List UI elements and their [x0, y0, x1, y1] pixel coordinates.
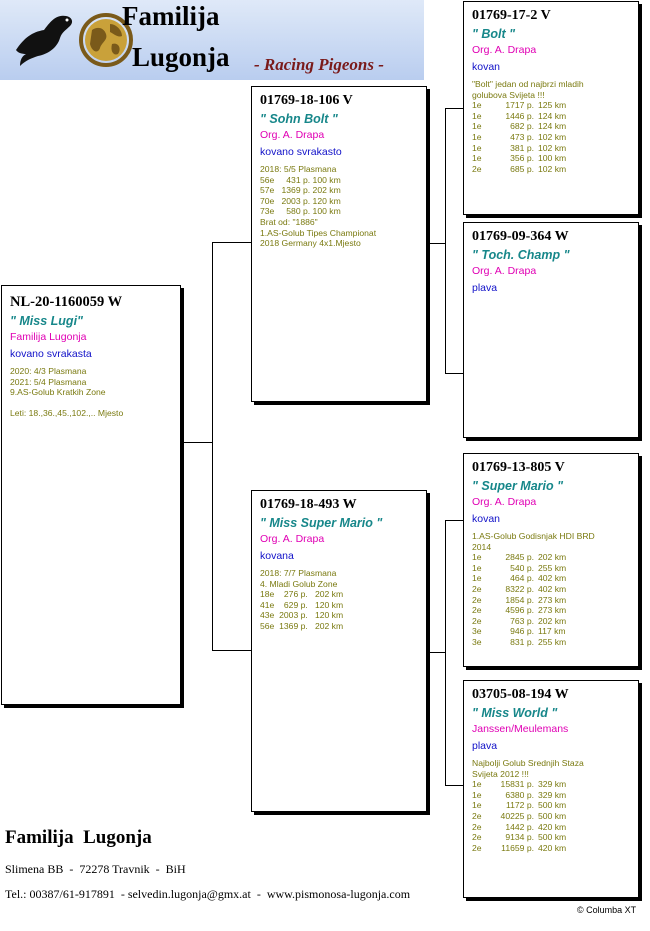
- note-line: 2018 Germany 4x1.Mjesto: [260, 238, 361, 249]
- connector: [445, 108, 463, 109]
- result-place: 1e: [472, 142, 482, 153]
- note-line: 18e 276 p. 202 km: [260, 589, 344, 600]
- result-birds: 4596 p.: [505, 605, 534, 616]
- result-place: 1e: [472, 552, 482, 563]
- ring-number: 03705-08-194 W: [472, 687, 569, 702]
- pigeon-name: " Bolt ": [472, 27, 516, 41]
- result-distance: 329 km: [538, 779, 567, 790]
- sire-sire-card: [463, 1, 639, 215]
- result-row: [472, 822, 630, 833]
- subject-card: [1, 285, 181, 705]
- result-row: [472, 111, 630, 122]
- result-distance: 124 km: [538, 121, 567, 132]
- result-row: [472, 605, 630, 616]
- result-birds: 685 p.: [510, 163, 534, 174]
- result-place: 1e: [472, 789, 482, 800]
- result-place: 2e: [472, 615, 482, 626]
- note-line: 56e 1369 p. 202 km: [260, 620, 344, 631]
- breeder: Org. A. Drapa: [472, 44, 537, 56]
- result-row: [472, 637, 630, 648]
- result-distance: 202 km: [538, 615, 567, 626]
- result-birds: 1446 p.: [505, 110, 534, 121]
- result-row: [472, 811, 630, 822]
- ring-number: NL-20-1160059 W: [10, 294, 123, 310]
- result-row: [472, 626, 630, 637]
- pigeon-name: " Toch. Champ ": [472, 248, 570, 262]
- sire-dam-card: [463, 222, 639, 438]
- note-line: 4. Mladi Golub Zone: [260, 578, 338, 589]
- ring-number: 01769-13-805 V: [472, 460, 565, 475]
- connector: [180, 442, 213, 443]
- result-distance: 102 km: [538, 142, 567, 153]
- result-birds: 682 p.: [510, 121, 534, 132]
- result-distance: 402 km: [538, 583, 567, 594]
- result-distance: 255 km: [538, 562, 567, 573]
- note-line: 2014: [472, 541, 492, 552]
- note-line: 43e 2003 p. 120 km: [260, 610, 344, 621]
- result-place: 1e: [472, 110, 482, 121]
- sire-card: [251, 86, 427, 402]
- breeder: Org. A. Drapa: [260, 129, 325, 141]
- pigeon-name: " Super Mario ": [472, 479, 564, 493]
- result-birds: 763 p.: [510, 615, 534, 626]
- connector: [426, 243, 446, 244]
- colour: kovan: [472, 61, 501, 73]
- connector: [445, 520, 446, 785]
- notes: [260, 568, 418, 632]
- connector: [445, 785, 463, 786]
- result-row: [472, 790, 630, 801]
- pigeon-name: " Miss Lugi": [10, 314, 83, 328]
- result-row: [472, 100, 630, 111]
- note-line: 2018: 5/5 Plasmana: [260, 164, 337, 174]
- result-row: [472, 132, 630, 143]
- ring-number: 01769-18-493 W: [260, 497, 357, 512]
- logo-subtitle: - Racing Pigeons -: [254, 55, 384, 74]
- pigeon-name: " Sohn Bolt ": [260, 112, 338, 126]
- result-place: 2e: [472, 605, 482, 616]
- result-birds: 464 p.: [510, 573, 534, 584]
- connector: [212, 650, 251, 651]
- notes: [472, 758, 630, 779]
- pigeon-icon: [10, 8, 80, 70]
- result-place: 2e: [472, 842, 482, 853]
- results-list: [472, 779, 630, 853]
- result-birds: 6380 p.: [505, 789, 534, 800]
- breeder: Org. A. Drapa: [472, 496, 537, 508]
- result-birds: 2845 p.: [505, 552, 534, 563]
- result-birds: 9134 p.: [505, 832, 534, 843]
- note-line: Svijeta 2012 !!!: [472, 768, 529, 779]
- result-birds: 1442 p.: [505, 821, 534, 832]
- result-distance: 273 km: [538, 594, 567, 605]
- connector: [212, 242, 251, 243]
- result-row: [472, 584, 630, 595]
- colour: kovano svrakasta: [10, 348, 92, 360]
- result-place: 1e: [472, 131, 482, 142]
- result-birds: 946 p.: [510, 626, 534, 637]
- colour: kovana: [260, 550, 294, 562]
- result-row: [472, 843, 630, 854]
- result-row: [472, 779, 630, 790]
- logo-title-line2: Lugonja: [132, 42, 230, 72]
- result-place: 3e: [472, 636, 482, 647]
- pigeon-name: " Miss World ": [472, 706, 558, 720]
- note-line: 2018: 7/7 Plasmana: [260, 568, 337, 578]
- notes: [10, 366, 172, 418]
- result-birds: 1854 p.: [505, 594, 534, 605]
- connector: [445, 373, 463, 374]
- note-line: "Bolt" jedan od najbrzi mladih: [472, 79, 584, 89]
- note-line: 41e 629 p. 120 km: [260, 599, 344, 610]
- note-line: 1.AS-Golub Tipes Championat: [260, 227, 377, 238]
- dam-card: [251, 490, 427, 812]
- result-distance: 255 km: [538, 636, 567, 647]
- note-line: 70e 2003 p. 120 km: [260, 195, 341, 206]
- breeder: Org. A. Drapa: [260, 533, 325, 545]
- breeder: Org. A. Drapa: [472, 265, 537, 277]
- result-row: [472, 832, 630, 843]
- dam-sire-card: [463, 453, 639, 667]
- result-row: [472, 153, 630, 164]
- logo-banner: [0, 0, 424, 80]
- result-distance: 100 km: [538, 153, 567, 164]
- result-distance: 500 km: [538, 810, 567, 821]
- result-place: 1e: [472, 573, 482, 584]
- note-line: 1.AS-Golub Godisnjak HDI BRD: [472, 531, 595, 541]
- result-birds: 15831 p.: [500, 779, 534, 790]
- result-place: 2e: [472, 821, 482, 832]
- result-place: 1e: [472, 100, 482, 111]
- note-line: 2020: 4/3 Plasmana: [10, 366, 87, 376]
- notes: [472, 79, 630, 100]
- result-distance: 102 km: [538, 131, 567, 142]
- ring-number: 01769-18-106 V: [260, 93, 353, 108]
- result-distance: 500 km: [538, 800, 567, 811]
- pigeon-name: " Miss Super Mario ": [260, 516, 383, 530]
- result-row: [472, 563, 630, 574]
- dam-dam-card: [463, 680, 639, 898]
- result-distance: 124 km: [538, 110, 567, 121]
- connector: [445, 520, 463, 521]
- ring-number: 01769-17-2 V: [472, 8, 551, 23]
- result-distance: 202 km: [538, 552, 567, 563]
- result-place: 1e: [472, 562, 482, 573]
- result-birds: 8322 p.: [505, 583, 534, 594]
- result-row: [472, 800, 630, 811]
- result-distance: 500 km: [538, 832, 567, 843]
- result-place: 1e: [472, 153, 482, 164]
- result-distance: 125 km: [538, 100, 567, 111]
- ring-number: 01769-09-364 W: [472, 229, 569, 244]
- result-distance: 402 km: [538, 573, 567, 584]
- breeder: Familija Lugonja: [10, 331, 87, 343]
- result-birds: 11659 p.: [501, 842, 534, 853]
- result-row: [472, 552, 630, 563]
- result-row: [472, 164, 630, 175]
- note-line: [10, 398, 172, 408]
- result-distance: 420 km: [538, 842, 567, 853]
- result-row: [472, 616, 630, 627]
- result-birds: 40225 p.: [500, 810, 534, 821]
- colour: kovan: [472, 513, 501, 525]
- note-line: golubova Svijeta !!!: [472, 89, 545, 100]
- breeder: Janssen/Meulemans: [472, 723, 569, 735]
- note-line: Leti: 18.,36.,45.,102.,.. Mjesto: [10, 407, 124, 418]
- result-row: [472, 143, 630, 154]
- results-list: [472, 552, 630, 647]
- results-list: [472, 100, 630, 174]
- connector: [445, 108, 446, 373]
- note-line: 56e 431 p. 100 km: [260, 174, 341, 185]
- result-birds: 473 p.: [510, 131, 534, 142]
- result-place: 2e: [472, 594, 482, 605]
- logo-title-line1: Familija: [122, 1, 220, 31]
- result-place: 2e: [472, 583, 482, 594]
- result-distance: 420 km: [538, 821, 567, 832]
- notes: [472, 531, 630, 552]
- copyright: © Columba XT: [577, 905, 637, 915]
- footer-address: Slimena BB - 72278 Travnik - BiH: [5, 862, 186, 876]
- result-birds: 381 p.: [510, 142, 534, 153]
- notes: [260, 164, 418, 249]
- result-birds: 831 p.: [510, 636, 534, 647]
- result-place: 1e: [472, 121, 482, 132]
- result-distance: 273 km: [538, 605, 567, 616]
- colour: plava: [472, 282, 498, 294]
- note-line: 2021: 5/4 Plasmana: [10, 376, 87, 387]
- footer-contact: Tel.: 00387/61-917891 - selvedin.lugonja@gmx.at - www.pismonosa-lugonja.com: [5, 887, 411, 901]
- result-place: 3e: [472, 626, 482, 637]
- result-row: [472, 121, 630, 132]
- result-place: 2e: [472, 810, 482, 821]
- note-line: Brat od: "1886": [260, 216, 318, 227]
- note-line: 57e 1369 p. 202 km: [260, 185, 341, 196]
- result-place: 2e: [472, 832, 482, 843]
- result-distance: 102 km: [538, 163, 567, 174]
- note-line: 9.AS-Golub Kratkih Zone: [10, 387, 106, 398]
- result-row: [472, 573, 630, 584]
- result-place: 1e: [472, 800, 482, 811]
- connector: [212, 242, 213, 650]
- result-distance: 329 km: [538, 789, 567, 800]
- note-line: Najbolji Golub Srednjih Staza: [472, 758, 584, 768]
- result-birds: 1172 p.: [505, 800, 534, 811]
- result-birds: 540 p.: [510, 562, 534, 573]
- result-place: 2e: [472, 163, 482, 174]
- result-birds: 356 p.: [510, 153, 534, 164]
- connector: [426, 652, 446, 653]
- note-line: 73e 580 p. 100 km: [260, 206, 341, 217]
- result-row: [472, 595, 630, 606]
- footer-title: Familija Lugonja: [5, 827, 152, 848]
- result-place: 1e: [472, 779, 482, 790]
- colour: kovano svrakasto: [260, 146, 342, 158]
- result-distance: 117 km: [538, 626, 566, 637]
- result-birds: 1717 p.: [505, 100, 534, 111]
- colour: plava: [472, 740, 498, 752]
